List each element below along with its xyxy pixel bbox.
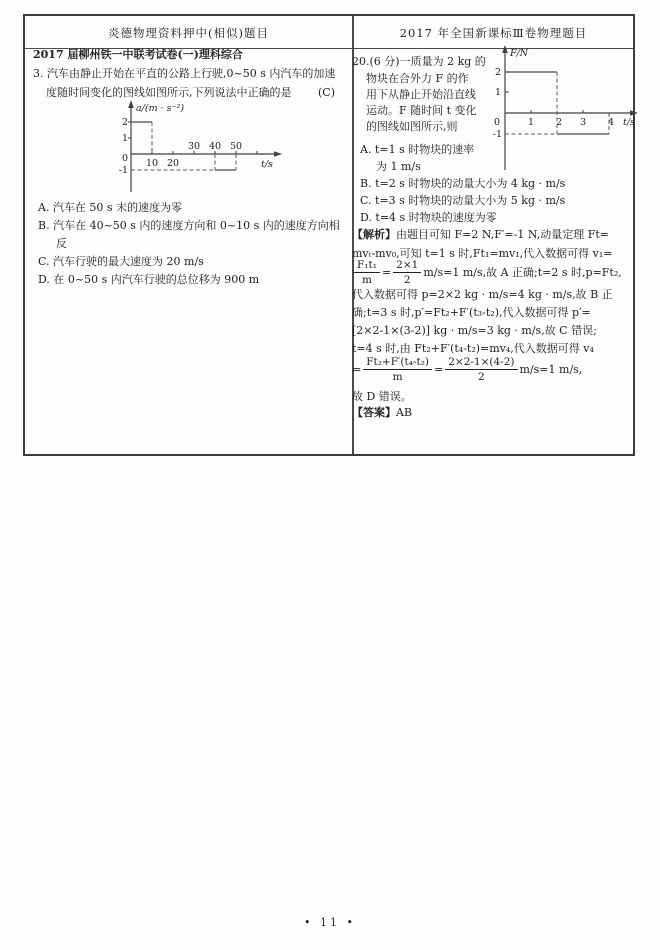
analysis-line6: [2×2-1×(3-2)] kg · m/s=3 kg · m/s,故 C 错误; bbox=[352, 324, 597, 337]
fraction-2x1-over-2: $\frac{2\times 1}{2}$ bbox=[393, 259, 421, 286]
left-question-stem-line1: 3. 汽车由静止开始在平直的公路上行驶,0~50 s 内汽车的加速 bbox=[33, 67, 336, 80]
analysis-line7: t=4 s 时,由 Ft₂+F′(t₄-t₂)=mv₄,代入数据可得 v₄ bbox=[352, 342, 594, 355]
analysis-line8-text: m/s=1 m/s, bbox=[519, 362, 583, 376]
fraction-f1t1-over-m: $\frac{\text{F₁t₁}}{m}$ bbox=[354, 259, 380, 286]
right-question-line3: 用下从静止开始沿直线 bbox=[366, 88, 476, 101]
equals-sign: = bbox=[381, 265, 392, 279]
a-tick-neg1: -1 bbox=[118, 165, 128, 176]
f-tick-neg1: -1 bbox=[492, 129, 502, 140]
right-question-line4: 运动。F 随时间 t 变化 bbox=[366, 104, 477, 117]
t-tick-10: 10 bbox=[145, 158, 159, 169]
right-question-line5: 的图线如图所示,则 bbox=[366, 120, 458, 133]
t-tick-2: 2 bbox=[555, 117, 563, 128]
right-option-d: D. t=4 s 时物块的速度为零 bbox=[360, 211, 497, 224]
t-tick-30: 30 bbox=[187, 141, 201, 152]
analysis-line1-text: 由题目可知 F=2 N,F′=-1 N,动量定理 Ft= bbox=[396, 228, 610, 241]
left-option-b-line2: 反 bbox=[56, 237, 67, 250]
t-tick-3: 3 bbox=[579, 117, 587, 128]
t-tick-1: 1 bbox=[527, 117, 535, 128]
right-option-a-line2: 为 1 m/s bbox=[376, 160, 421, 173]
analysis-line1 bbox=[352, 228, 609, 242]
analysis-tag: 【解析】 bbox=[352, 228, 396, 241]
analysis-line9: 故 D 错误。 bbox=[352, 390, 412, 403]
left-option-a: A. 汽车在 50 s 末的速度为零 bbox=[38, 201, 183, 214]
analysis-line8 bbox=[352, 356, 582, 383]
analysis-line4: 代入数据可得 p=2×2 kg · m/s=4 kg · m/s,故 B 正 bbox=[352, 288, 613, 301]
header-left: 炎德物理资料押中(相似)题目 bbox=[108, 26, 269, 40]
right-option-a-line1: A. t=1 s 时物块的速率 bbox=[360, 143, 475, 156]
right-question-line1: 20.(6 分)一质量为 2 kg 的 bbox=[352, 55, 486, 68]
equals-sign: = bbox=[352, 362, 362, 376]
t-tick-20: 20 bbox=[166, 158, 180, 169]
answer-line bbox=[352, 406, 412, 420]
acceleration-time-graph bbox=[104, 100, 284, 200]
right-option-c: C. t=3 s 时物块的动量大小为 5 kg · m/s bbox=[360, 194, 566, 207]
t-tick-40: 40 bbox=[208, 141, 222, 152]
right-option-b: B. t=2 s 时物块的动量大小为 4 kg · m/s bbox=[360, 177, 566, 190]
analysis-line5: 确;t=3 s 时,p′=Ft₂+F′(t₃-t₂),代入数据可得 p′= bbox=[352, 306, 591, 319]
force-time-graph bbox=[487, 44, 639, 174]
t-axis-label: t/s bbox=[623, 117, 635, 128]
left-option-d: D. 在 0~50 s 内汽车行驶的总位移为 900 m bbox=[38, 273, 260, 286]
left-question-stem-line2: 度随时间变化的图线如图所示,下列说法中正确的是 bbox=[46, 86, 292, 99]
f-tick-2: 2 bbox=[494, 67, 501, 78]
fraction-numeric: $\frac{2\times 2-1\times(4-2)}{2}$ bbox=[445, 356, 517, 383]
t-tick-4: 4 bbox=[607, 117, 615, 128]
f-tick-0: 0 bbox=[493, 117, 500, 128]
answer-value: AB bbox=[396, 406, 413, 419]
analysis-line2: mvₜ-mv₀,可知 t=1 s 时,Ft₁=mv₁,代入数据可得 v₁= bbox=[352, 247, 613, 260]
left-answer-mark: (C) bbox=[318, 86, 335, 99]
equals-sign: = bbox=[434, 362, 444, 376]
answer-tag: 【答案】 bbox=[352, 406, 396, 419]
left-option-c: C. 汽车行驶的最大速度为 20 m/s bbox=[38, 255, 204, 268]
t-tick-50: 50 bbox=[229, 141, 243, 152]
right-question-line2: 物块在合外力 F 的作 bbox=[366, 72, 469, 85]
a-axis-label: a/(m · s⁻²) bbox=[136, 103, 185, 114]
a-tick-2: 2 bbox=[121, 117, 128, 128]
page-number: • 11 • bbox=[304, 916, 356, 929]
f-axis-label: F/N bbox=[510, 48, 529, 59]
header-right: 2017 年全国新课标Ⅲ卷物理题目 bbox=[399, 26, 588, 40]
left-option-b-line1: B. 汽车在 40~50 s 内的速度方向和 0~10 s 内的速度方向相 bbox=[38, 219, 340, 232]
t-axis-label: t/s bbox=[261, 159, 273, 170]
a-tick-1: 1 bbox=[121, 133, 128, 144]
analysis-line3 bbox=[352, 259, 622, 286]
fraction-impulse-over-m: $\frac{\text{Ft₂+F′(t₄-t₂)}}{m}$ bbox=[363, 356, 432, 383]
analysis-line3-text: m/s=1 m/s,故 A 正确;t=2 s 时,p=Ft₂, bbox=[423, 265, 622, 279]
a-tick-0: 0 bbox=[121, 153, 128, 164]
f-tick-1: 1 bbox=[494, 87, 501, 98]
left-exam-title: 2017 届柳州铁一中联考试卷(一)理科综合 bbox=[33, 48, 243, 61]
